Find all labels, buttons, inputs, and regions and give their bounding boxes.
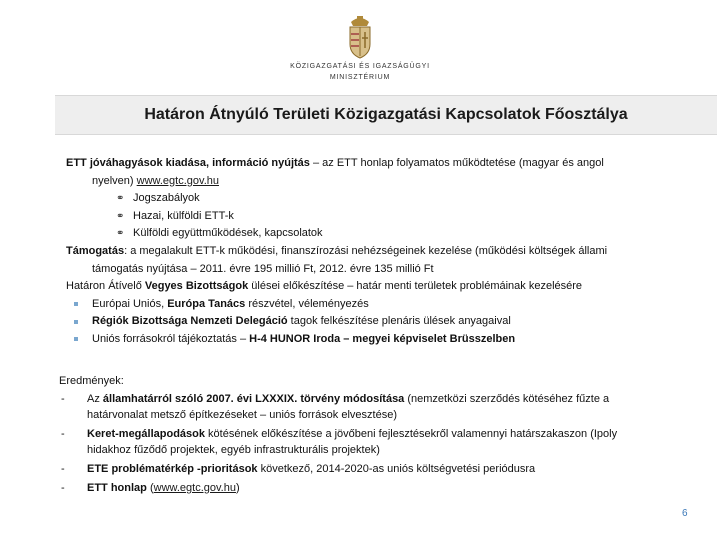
result-3-text — [87, 461, 699, 477]
support-continuation: támogatás nyújtása – 2011. évre 195 millió Ft, 2012. évre 135 millió Ft — [92, 262, 434, 275]
hungarian-coat-of-arms-icon — [345, 14, 375, 60]
result-2-text — [87, 426, 699, 458]
ministry-logo — [290, 14, 430, 82]
result-3-bold: ETE problématérkép -prioritások — [87, 463, 258, 475]
tasks-section — [66, 155, 688, 349]
link-bullet-icon: ⚭ — [116, 228, 125, 240]
joint-committees-pre: Határon Átívelő — [66, 280, 145, 293]
list-item-text — [92, 331, 515, 349]
bullet3-bold: H-4 HUNOR Iroda – megyei képviselet Brüsszelben — [249, 332, 516, 345]
dash-bullet: - — [61, 482, 65, 494]
support-text: : a megalakult ETT-k működési, finanszírozási nehézségeinek kezelése (működési költségek állami — [124, 244, 608, 257]
list-item — [66, 208, 688, 226]
result-1-bold: államhatárról szóló 2007. évi LXXXIX. törvény módosítása — [102, 393, 405, 405]
list-item — [66, 225, 688, 243]
bullet2-rest: tagok felkészítése plenáris ülések anyagaival — [287, 315, 511, 328]
result-1-text — [87, 391, 699, 423]
list-item-label: Külföldi együttműködések, kapcsolatok — [133, 227, 323, 240]
etc-approvals-continuation — [66, 173, 688, 191]
link-bullet-icon: ⚭ — [116, 193, 125, 205]
result-4-text — [87, 480, 699, 496]
support-paragraph — [66, 243, 688, 261]
ministry-name-line2: MINISZTÉRIUM — [329, 74, 391, 81]
result-4-post: ) — [235, 482, 240, 494]
joint-committees-text: ülései előkészítése – határ menti területek problémáinak kezelésére — [248, 280, 583, 293]
result-2-rest: kötésének előkészítése a jövőbeni fejlesztésekről valamennyi határszakaszon (Ipoly — [204, 428, 618, 440]
link-bullet-icon: ⚭ — [116, 210, 125, 222]
bullet3-pre: Uniós forrásokról tájékoztatás – — [92, 332, 250, 345]
joint-committees-bold: Vegyes Bizottságok — [144, 280, 249, 293]
dash-bullet: - — [61, 428, 65, 440]
etc-approvals-text: – az ETT honlap folyamatos működtetése (magyar és angol — [309, 157, 604, 169]
list-item — [66, 331, 688, 349]
list-item — [59, 480, 699, 496]
egtc-website-link[interactable]: www.egtc.gov.hu — [136, 174, 219, 187]
joint-committees-paragraph — [66, 278, 688, 296]
result-4-bold: ETT honlap — [87, 482, 147, 494]
list-item — [59, 391, 699, 423]
bullet1-rest: részvétel, véleményezés — [245, 297, 369, 310]
square-bullet-icon — [74, 337, 78, 341]
result-1-rest: (nemzetközi szerződés kötéséhez fűzte a — [404, 393, 610, 405]
list-item — [66, 313, 688, 331]
bullet1-pre: Európai Uniós, — [92, 297, 168, 310]
result-4-pre: ( — [146, 482, 154, 494]
square-bullet-icon — [74, 320, 78, 324]
etc-approvals-cont-text: nyelven) — [92, 174, 137, 187]
results-section — [59, 373, 699, 496]
etc-approvals-heading: ETT jóváhagyások kiadása, információ nyújtás — [66, 157, 310, 169]
result-2-cont: hidakhoz fűződő projektek, egyéb infrastrukturális projektek) — [87, 444, 380, 456]
square-bullet-icon — [74, 302, 78, 306]
dash-bullet: - — [61, 463, 65, 475]
dash-bullet: - — [61, 393, 65, 405]
results-heading: Eredmények: — [59, 375, 124, 387]
result-2-bold: Keret-megállapodások — [87, 428, 205, 440]
bullet1-bold: Európa Tanács — [167, 297, 246, 310]
list-item-text — [92, 313, 511, 331]
etc-approvals-paragraph — [66, 155, 688, 173]
list-item — [66, 296, 688, 314]
result-3-rest: következő, 2014-2020-as uniós költségvetési periódusra — [257, 463, 536, 475]
list-item — [66, 190, 688, 208]
page-number: 6 — [682, 508, 688, 519]
list-item-text — [92, 296, 369, 314]
egtc-website-link[interactable]: www.egtc.gov.hu — [153, 482, 236, 494]
result-1-pre: Az — [87, 393, 103, 405]
support-heading: Támogatás — [66, 244, 125, 257]
ministry-name-line1: KÖZIGAZGATÁSI ÉS IGAZSÁGÜGYI — [290, 63, 430, 70]
list-item — [59, 461, 699, 477]
list-item — [59, 426, 699, 458]
bullet2-bold: Régiók Bizottsága Nemzeti Delegáció — [92, 315, 288, 328]
page-title: Határon Átnyúló Területi Közigazgatási Kapcsolatok Főosztálya — [144, 106, 628, 123]
list-item-label: Jogszabályok — [133, 192, 200, 205]
result-1-cont: határvonalat metsző építkezéseket – uniós források elvesztése) — [87, 409, 397, 421]
title-band — [55, 95, 717, 135]
list-item-label: Hazai, külföldi ETT-k — [133, 209, 234, 222]
